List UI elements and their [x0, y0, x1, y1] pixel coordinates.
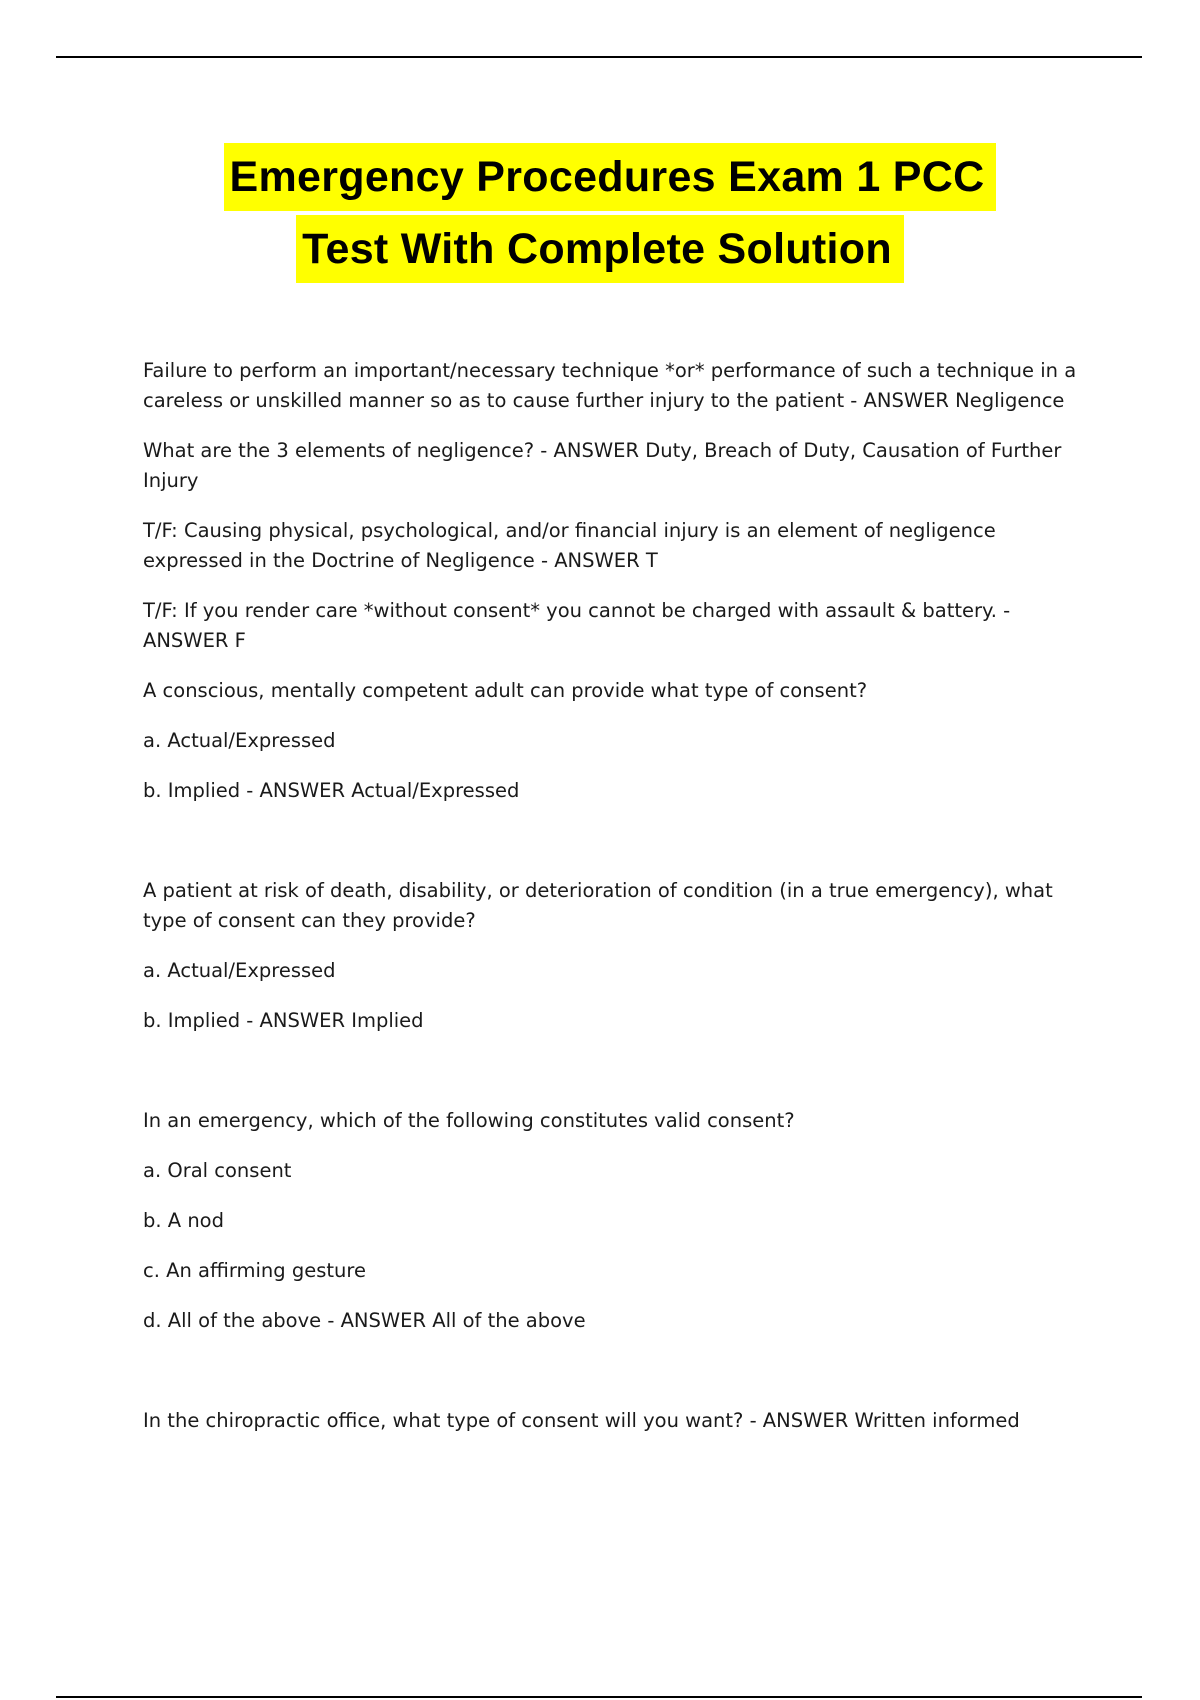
- answer-option: b. Implied - ANSWER Implied: [143, 1009, 424, 1032]
- answer-option: b. Implied - ANSWER Actual/Expressed: [143, 779, 520, 802]
- answer-option: b. A nod: [143, 1209, 224, 1232]
- qa-item: Failure to perform an important/necessary technique *or* performance of such a technique in a careless or unskilled manner so as to cause further injury to the patient - ANSWER Negligence: [143, 359, 1077, 412]
- answer-option: c. An affirming gesture: [143, 1259, 366, 1282]
- answer-option: a. Oral consent: [143, 1159, 292, 1182]
- question-text: In an emergency, which of the following constitutes valid consent?: [143, 1109, 795, 1132]
- top-rule: [56, 56, 1142, 58]
- qa-item: T/F: If you render care *without consent* you cannot be charged with assault & battery. - ANSWER F: [143, 599, 1011, 652]
- document-title: [0, 143, 1200, 283]
- title-line-2: Test With Complete Solution: [296, 215, 904, 283]
- title-line-1: Emergency Procedures Exam 1 PCC: [224, 143, 997, 211]
- document-body: [143, 356, 1083, 1456]
- answer-option: d. All of the above - ANSWER All of the above: [143, 1309, 586, 1332]
- qa-item: What are the 3 elements of negligence? - ANSWER Duty, Breach of Duty, Causation of Further Injury: [143, 439, 1062, 492]
- answer-option: a. Actual/Expressed: [143, 729, 336, 752]
- qa-item: T/F: Causing physical, psychological, and/or financial injury is an element of negligence expressed in the Doctrine of Negligence - ANSWER T: [143, 519, 996, 572]
- bottom-rule: [56, 1696, 1142, 1698]
- question-text: A conscious, mentally competent adult can provide what type of consent?: [143, 679, 868, 702]
- qa-item: In the chiropractic office, what type of consent will you want? - ANSWER Written informed: [143, 1409, 1020, 1432]
- question-text: A patient at risk of death, disability, or deterioration of condition (in a true emergency), what type of consent can they provide?: [143, 879, 1053, 932]
- answer-option: a. Actual/Expressed: [143, 959, 336, 982]
